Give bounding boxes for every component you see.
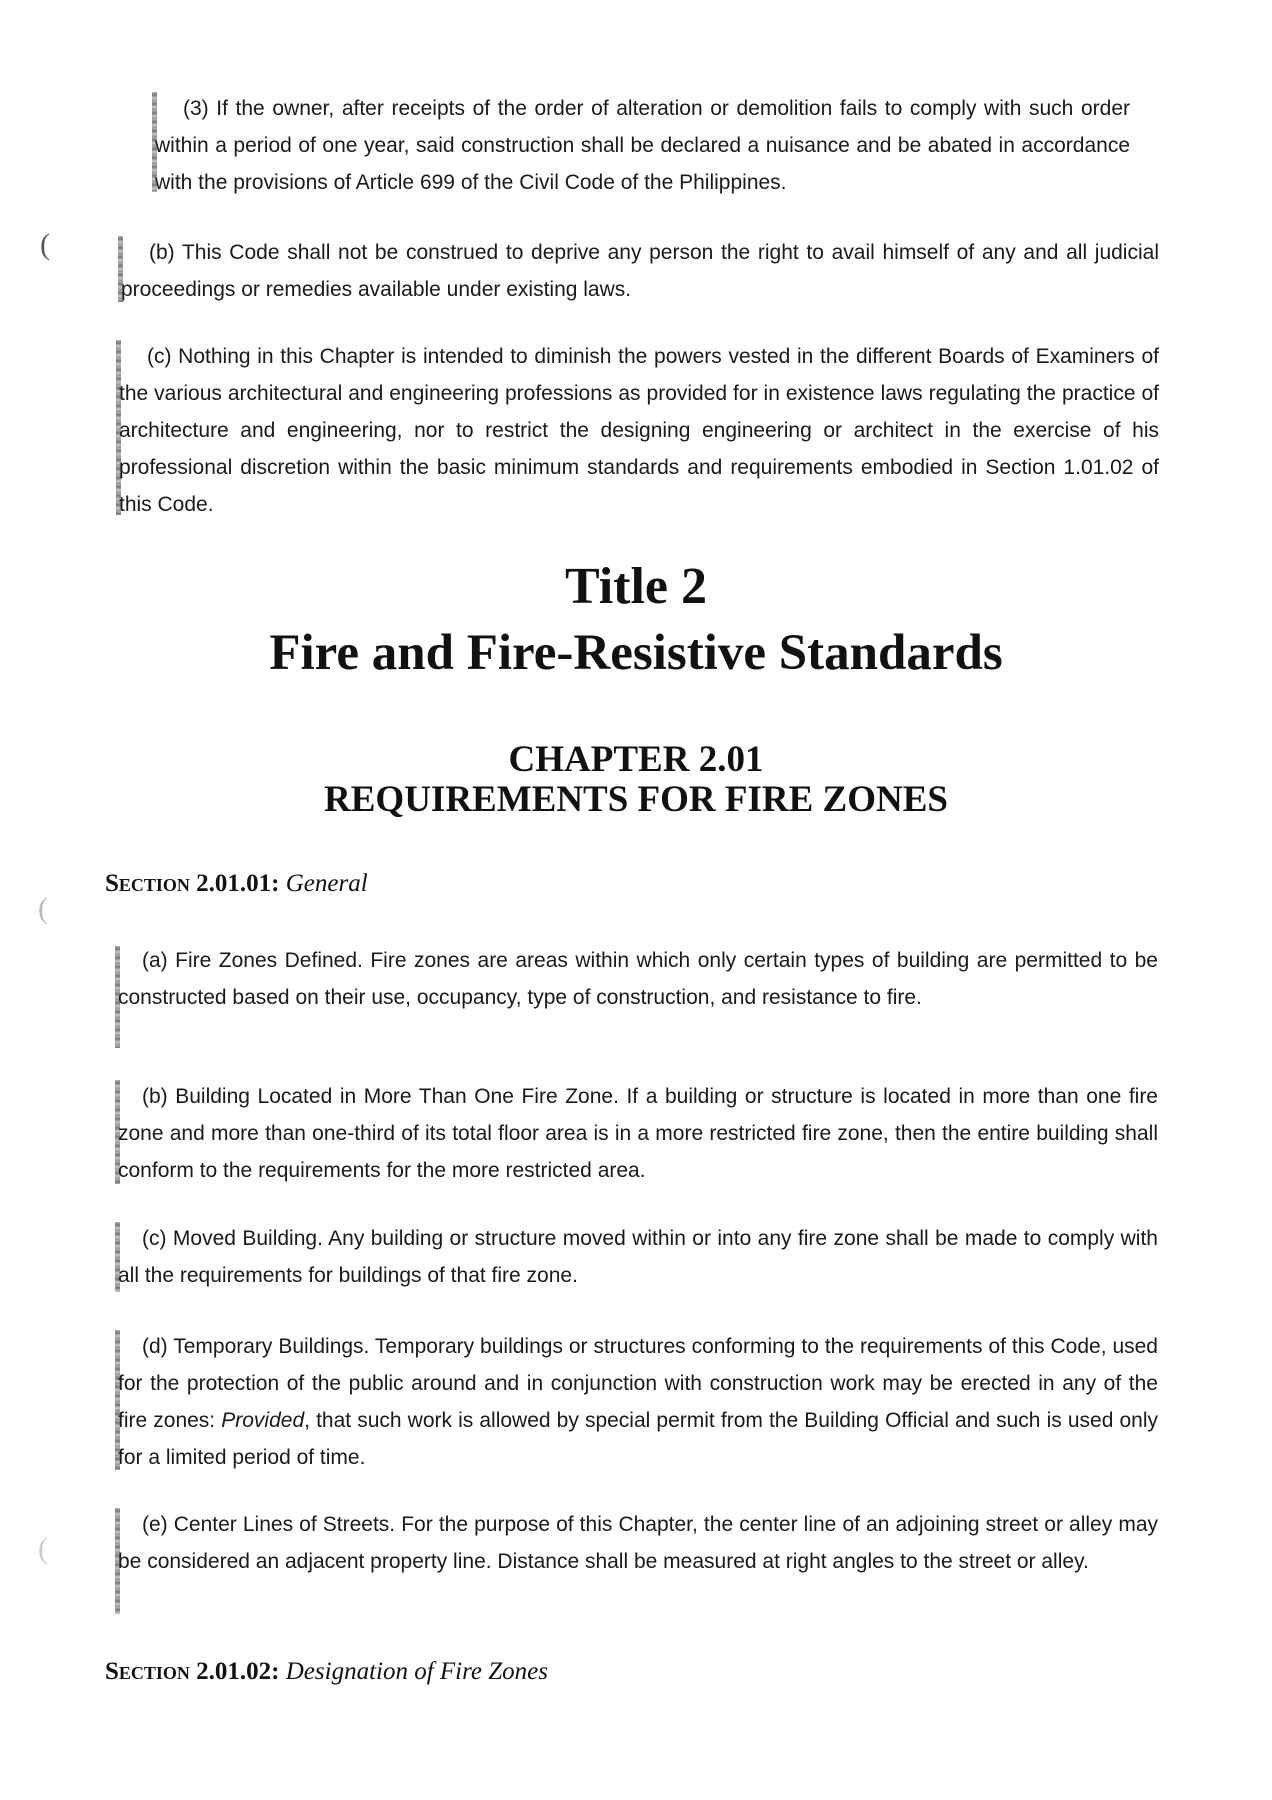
- paragraph-e: (e) Center Lines of Streets. For the purpose of this Chapter, the center line of an adjoining street or alley may be considered an adjacent property line. Distance shall be measured at right angles to the street or alley.: [118, 1513, 1158, 1573]
- title-number: Title 2: [564, 558, 708, 615]
- section-number: Section 2.01.02:: [105, 1658, 280, 1685]
- paragraph-d-text-end: , that such work is allowed by special permit from the Building Official and such is used only for a limited period of time.: [118, 1409, 1158, 1469]
- title-name: Fire and Fire-Resistive Standards: [269, 625, 1003, 681]
- paragraph-b-building: (b) Building Located in More Than One Fire Zone. If a building or structure is located in more than one fire zone and more than one-third of its total floor area is in a more restricted fire zone, then the entire building shall conform to the requirements for the more restricted area.: [118, 1085, 1158, 1182]
- section-heading: [105, 1658, 548, 1686]
- margin-paren: (: [40, 228, 50, 261]
- paragraph-d-emphasis: Provided: [221, 1409, 305, 1432]
- paragraph-3: (3) If the owner, after receipts of the order of alteration or demolition fails to comply with such order within a period of one year, said construction shall be declared a nuisance and be abated in accordance with the provisions of Article 699 of the Civil Code of the Philippines.: [155, 97, 1130, 194]
- margin-paren: (: [38, 1532, 48, 1565]
- paragraph-a: (a) Fire Zones Defined. Fire zones are areas within which only certain types of building are permitted to be constructed based on their use, occupancy, type of construction, and resistance to fire.: [118, 949, 1158, 1009]
- paragraph-d: [118, 1328, 1158, 1476]
- paragraph-b: (b) This Code shall not be construed to deprive any person the right to avail himself of any and all judicial proceedings or remedies available under existing laws.: [121, 241, 1159, 301]
- paragraph-c: (c) Nothing in this Chapter is intended to diminish the powers vested in the different Boards of Examiners of the various architectural and engineering professions as provided for in existence laws regulating the practice of architecture and engineering, nor to restrict the designing engineering or architect in the exercise of his professional discretion within the basic minimum standards and requirements embodied in Section 1.01.02 of this Code.: [119, 345, 1159, 516]
- paragraph-c-moved: (c) Moved Building. Any building or structure moved within or into any fire zone shall be made to comply with all the requirements for buildings of that fire zone.: [118, 1227, 1158, 1287]
- section-name: General: [285, 870, 368, 897]
- paragraph-d-text: (d) Temporary Buildings. Temporary buildings or structures conforming to the requirements of this Code, used for the protection of the public around and in conjunction with construction work may be erected in any of the fire zones:: [118, 1335, 1158, 1432]
- margin-paren: (: [38, 892, 48, 925]
- section-heading: [105, 870, 368, 898]
- section-number: Section 2.01.01:: [105, 870, 280, 897]
- chapter-title: REQUIREMENTS FOR FIRE ZONES: [324, 779, 948, 820]
- chapter-number: CHAPTER 2.01: [508, 739, 764, 780]
- section-name: Designation of Fire Zones: [285, 1658, 549, 1685]
